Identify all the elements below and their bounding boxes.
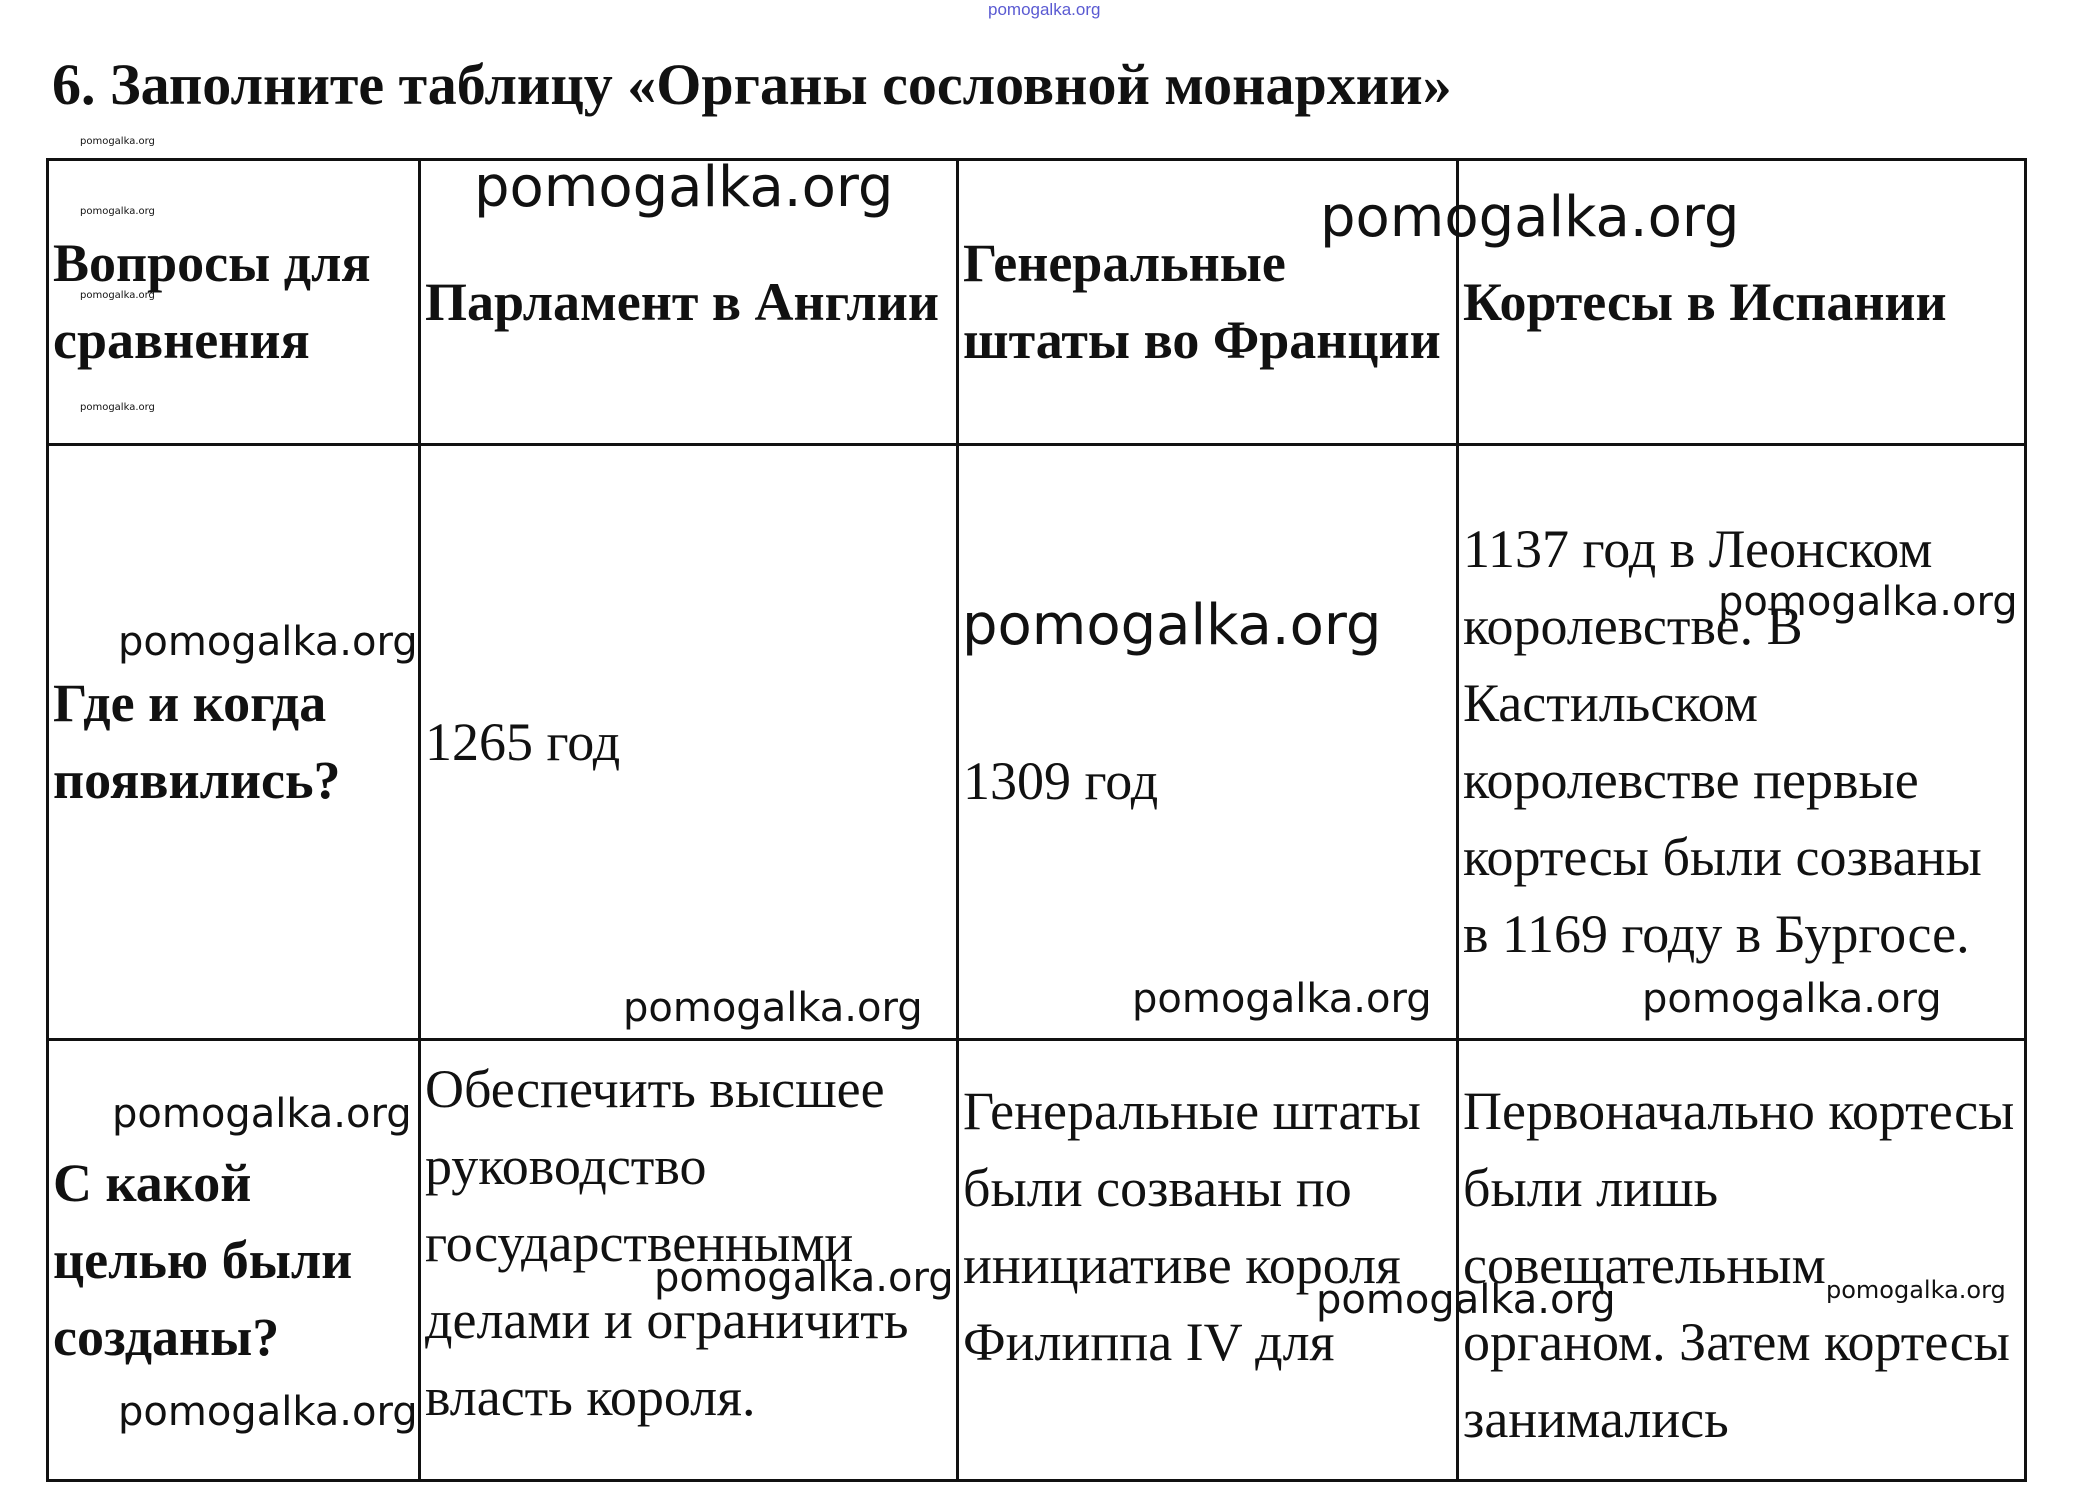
watermark: pomogalka.org [1320, 185, 1740, 250]
watermark: pomogalka.org [1316, 1277, 1616, 1323]
answer-spain: Первоначально кортесы были лишь совещательным органом. Затем кортесы занимались [1458, 1040, 2026, 1481]
watermark: pomogalka.org [80, 136, 155, 147]
watermark: pomogalka.org [1826, 1276, 2006, 1304]
question-cell: С какой целью были созданы? [48, 1040, 420, 1481]
header-england: Парламент в Англии [420, 160, 958, 445]
top-watermark: pomogalka.org [988, 0, 1101, 19]
watermark: pomogalka.org [80, 290, 155, 301]
watermark: pomogalka.org [1642, 976, 1942, 1022]
header-france: Генеральные штаты во Франции [958, 160, 1458, 445]
watermark: pomogalka.org [474, 155, 894, 220]
watermark: pomogalka.org [962, 593, 1382, 658]
monarchy-organs-table [46, 155, 2027, 1482]
answer-england: Обеспечить высшее руководство государственными делами и ограничить власть короля. [420, 1040, 958, 1481]
watermark: pomogalka.org [118, 1389, 418, 1435]
watermark: pomogalka.org [654, 1255, 954, 1301]
question-cell: Где и когда появились? [48, 445, 420, 1040]
answer-france: 1309 год [958, 445, 1458, 1040]
page-title: 6. Заполните таблицу «Органы сословной монархии» [52, 52, 1452, 117]
watermark: pomogalka.org [112, 1091, 412, 1137]
answer-spain: 1137 год в Леонском королевстве. В Кастильском королевстве первые кортесы были созваны в 1169 году в Бургосе. [1458, 445, 2026, 1040]
header-questions: Вопросы для сравнения [48, 160, 420, 445]
answer-france: Генеральные штаты были созваны по инициативе короля Филиппа IV для [958, 1040, 1458, 1481]
watermark: pomogalka.org [80, 206, 155, 217]
watermark: pomogalka.org [1132, 976, 1432, 1022]
watermark: pomogalka.org [80, 402, 155, 413]
watermark: pomogalka.org [623, 985, 923, 1031]
header-spain: Кортесы в Испании [1458, 160, 2026, 445]
watermark: pomogalka.org [1718, 579, 2018, 625]
watermark: pomogalka.org [118, 619, 418, 665]
table-row [48, 445, 2026, 1040]
answer-england: 1265 год [420, 445, 958, 1040]
